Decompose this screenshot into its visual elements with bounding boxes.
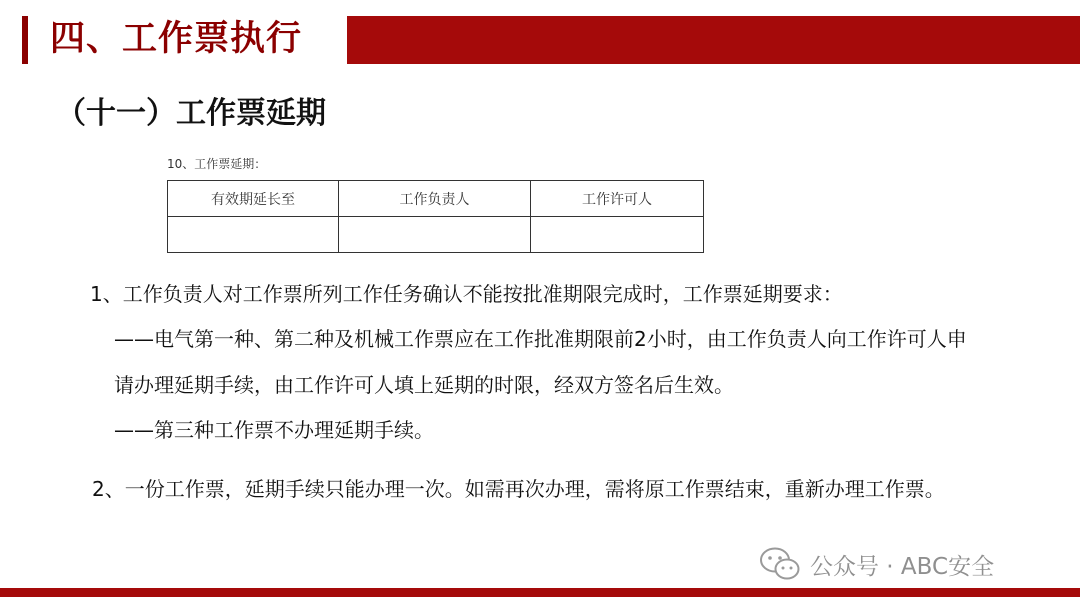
column-header-extend-until: 有效期延长至 bbox=[168, 181, 339, 217]
sub-point-2: ——第三种工作票不办理延期手续。 bbox=[114, 418, 434, 442]
point-1: 1、工作负责人对工作票所列工作任务确认不能按批准期限完成时，工作票延期要求： bbox=[90, 282, 843, 306]
wechat-icon bbox=[760, 547, 800, 581]
section-title: （十一）工作票延期 bbox=[56, 96, 326, 131]
blank-cell bbox=[531, 217, 704, 253]
header-accent-bar bbox=[22, 16, 28, 64]
extension-form-table bbox=[167, 180, 704, 253]
column-header-work-permitter: 工作许可人 bbox=[531, 181, 704, 217]
column-header-work-leader: 工作负责人 bbox=[339, 181, 531, 217]
page-title: 四、工作票执行 bbox=[50, 19, 303, 59]
header-decor-bar bbox=[347, 16, 1080, 64]
watermark-text: 公众号 · ABC安全 bbox=[810, 553, 995, 580]
sub-point-1: ——电气第一种、第二种及机械工作票应在工作批准期限前2小时，由工作负责人向工作许可人申请办理延期手续，由工作许可人填上延期的时限，经双方签名后生效。 bbox=[114, 327, 967, 397]
point-2: 2、一份工作票，延期手续只能办理一次。如需再次办理，需将原工作票结束，重新办理工作票。 bbox=[92, 477, 945, 501]
blank-cell bbox=[339, 217, 531, 253]
form-caption: 10、工作票延期： bbox=[167, 157, 267, 171]
blank-cell bbox=[168, 217, 339, 253]
table-blank-row bbox=[168, 217, 704, 253]
watermark bbox=[760, 545, 994, 583]
table-header-row bbox=[168, 181, 704, 217]
footer-bar bbox=[0, 588, 1080, 597]
